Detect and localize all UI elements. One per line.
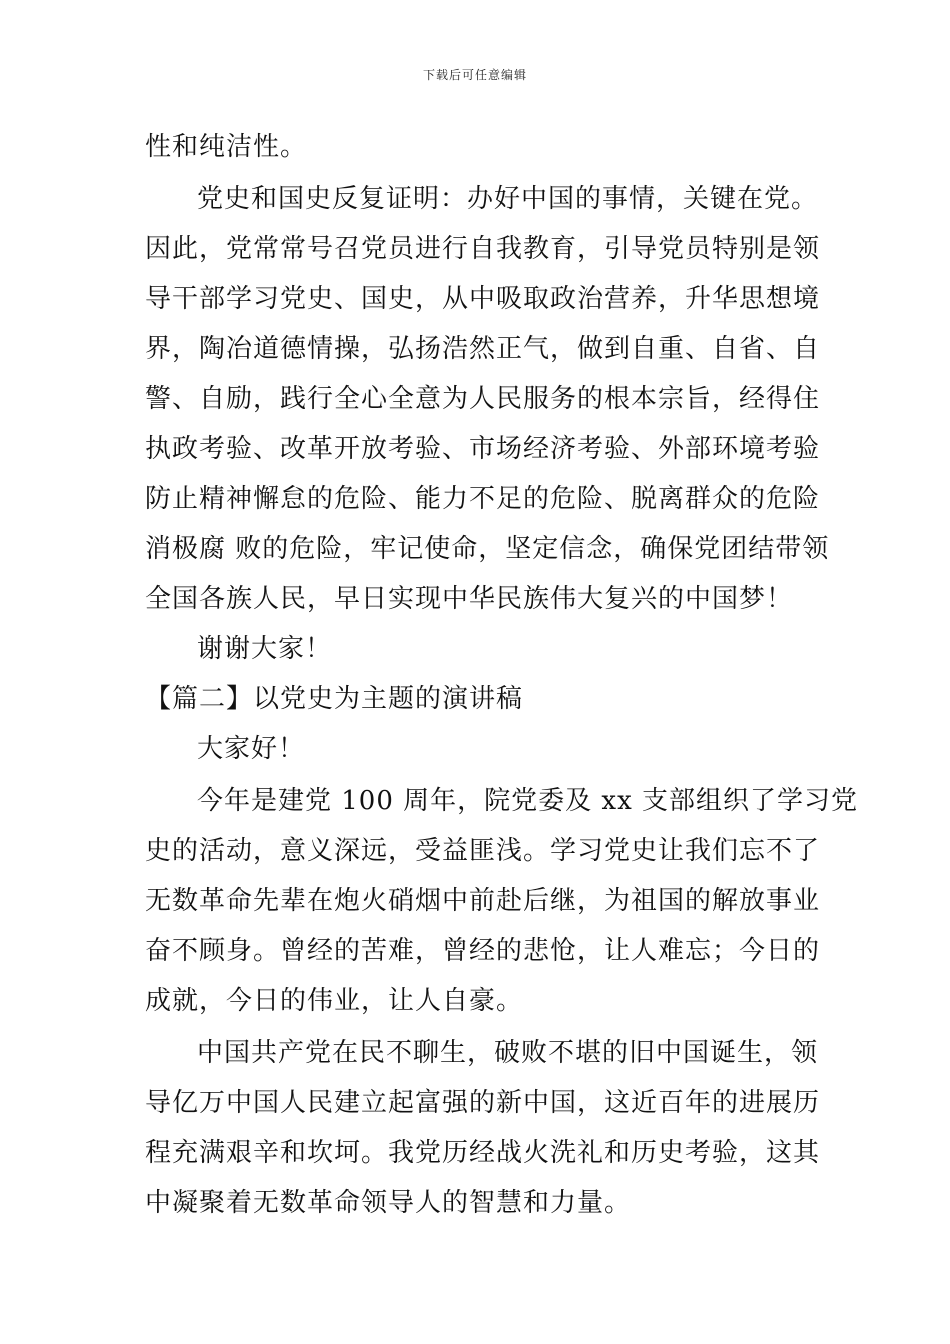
text-line: 警、自励，践行全心全意为人民服务的根本宗旨，经得住: [145, 384, 821, 414]
text-line: 消极腐 败的危险，牢记使命，坚定信念，确保党团结带领: [145, 534, 830, 564]
text-line: 无数革命先辈在炮火硝烟中前赴后继，为祖国的解放事业: [145, 886, 821, 916]
text-line: 性和纯洁性。: [145, 132, 308, 162]
text-line: 全国各族人民，早日实现中华民族伟大复兴的中国梦！: [145, 584, 794, 614]
text-line: 成就，今日的伟业，让人自豪。: [145, 986, 524, 1016]
text-line: 程充满艰辛和坎坷。我党历经战火洗礼和历史考验，这其: [145, 1138, 821, 1168]
paragraph-line: 中国共产党在民不聊生，破败不堪的旧中国诞生，领: [197, 1038, 819, 1068]
text-line: 防止精神懈怠的危险、能力不足的危险、脱离群众的危险: [145, 484, 821, 514]
text-line: 界，陶冶道德情操，弘扬浩然正气，做到自重、自省、自: [145, 334, 821, 364]
text-line: 导干部学习党史、国史，从中吸取政治营养，升华思想境: [145, 284, 821, 314]
closing-line: 谢谢大家！: [197, 634, 333, 664]
text-line: 中凝聚着无数革命领导人的智慧和力量。: [145, 1188, 632, 1218]
paragraph-line: 今年是建党 100 周年，院党委及 xx 支部组织了学习党: [197, 786, 859, 816]
text-line: 因此，党常常号召党员进行自我教育，引导党员特别是领: [145, 234, 821, 264]
text-line: 执政考验、改革开放考验、市场经济考验、外部环境考验: [145, 434, 821, 464]
greeting-line: 大家好！: [197, 734, 306, 764]
page-header-note: 下载后可任意编辑: [422, 68, 527, 82]
text-line: 史的活动，意义深远，受益匪浅。学习党史让我们忘不了: [145, 836, 821, 866]
text-line: 奋不顾身。曾经的苦难，曾经的悲怆，让人难忘；今日的: [145, 936, 821, 966]
paragraph-line: 党史和国史反复证明：办好中国的事情，关键在党。: [197, 184, 819, 214]
text-line: 导亿万中国人民建立起富强的新中国，这近百年的进展历: [145, 1088, 821, 1118]
section-heading: 【篇二】以党史为主题的演讲稿: [145, 684, 524, 714]
